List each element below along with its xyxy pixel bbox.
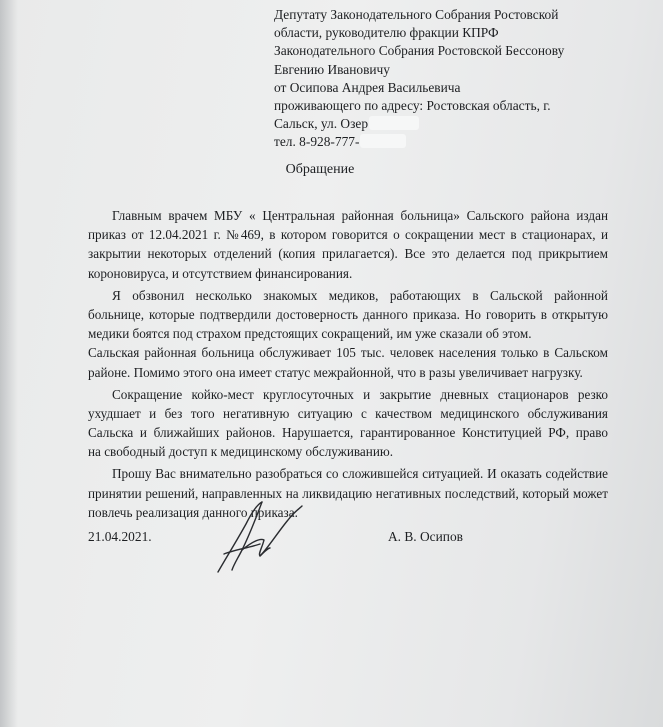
body-line: закрытии некоторых отделений (копия прилагается). Все это делается под прикрытием: [88, 246, 608, 262]
body-line: на свободный доступ к медицинскому обслуживанию.: [88, 444, 394, 460]
addressee-line: Евгению Ивановичу: [274, 61, 390, 77]
body-line: Я обзвонил несколько знакомых медиков, работающих в Сальской районной: [112, 287, 608, 303]
sender-line: от Осипова Андрея Васильевича: [274, 79, 461, 95]
address-line: проживающего по адресу: Ростовская область, г.: [274, 97, 551, 113]
body-line: принятии решений, направленных на ликвидацию негативных последствий, который может: [88, 485, 608, 501]
body-line: короновируса, и отсутствием финансирования.: [88, 265, 353, 281]
paragraph-4: [88, 385, 608, 462]
addressee-block: [274, 6, 594, 152]
phone-text: тел. 8-928-777-: [274, 134, 360, 150]
page-shadow: [0, 0, 18, 727]
address-street-line: [274, 115, 594, 133]
addressee-line: области, руководителю фракции КПРФ: [274, 25, 499, 41]
body-line: Прошу Вас внимательно разобраться со сложившейся ситуацией. И оказать содействие: [112, 466, 608, 482]
paragraph-5: [88, 464, 608, 522]
redaction-mark: [369, 116, 419, 130]
addressee-line: Депутату Законодательного Собрания Ростовской: [274, 7, 559, 22]
body-line: ухудшает и без того негативную ситуацию с качеством медицинского обслуживания: [88, 405, 608, 421]
paragraph-3: [88, 343, 608, 381]
handwritten-signature: [212, 498, 304, 578]
body-line: Главным врачем МБУ « Центральная районная больница» Сальского района издан: [112, 208, 608, 223]
body-line: повлечь реализация данного приказа.: [88, 504, 298, 520]
paragraph-2: [88, 286, 608, 344]
addressee-line: Законодательного Собрания Ростовской Бессонову: [274, 43, 565, 59]
address-street-text: Сальск, ул. Озер: [274, 116, 369, 132]
body-line: Сальска и ближайших районов. Нарушается, гарантированное Конституцией РФ, право: [88, 425, 608, 441]
body-line: больнице, которые подтвердили достоверность данного приказа. Но говорить в открытую: [88, 306, 608, 322]
body-line: Сокращение койко-мест круглосуточных и закрытие дневных стационаров резко: [112, 386, 608, 402]
letter-date: 21.04.2021.: [88, 529, 152, 544]
body-line: медики боятся под страхом предстоящих сокращений, им уже сказали об этом.: [88, 326, 532, 342]
body-line: районе. Помимо этого она имеет статус межрайонной, что в разы увеличивает нагрузку.: [88, 364, 583, 380]
letter-body: [88, 206, 608, 522]
body-line: Сальская районная больница обслуживает 105 тыс. человек населения только в Сальском: [88, 345, 608, 361]
body-line: приказ от 12.04.2021 г. №469, в котором говорится о сокращении мест в стационарах, и: [88, 227, 608, 243]
phone-line: [274, 133, 594, 151]
letter-title: Обращение: [285, 162, 355, 177]
paragraph-1: [88, 206, 608, 283]
signer-name: А. В. Осипов: [388, 529, 463, 544]
redaction-mark: [360, 134, 406, 148]
